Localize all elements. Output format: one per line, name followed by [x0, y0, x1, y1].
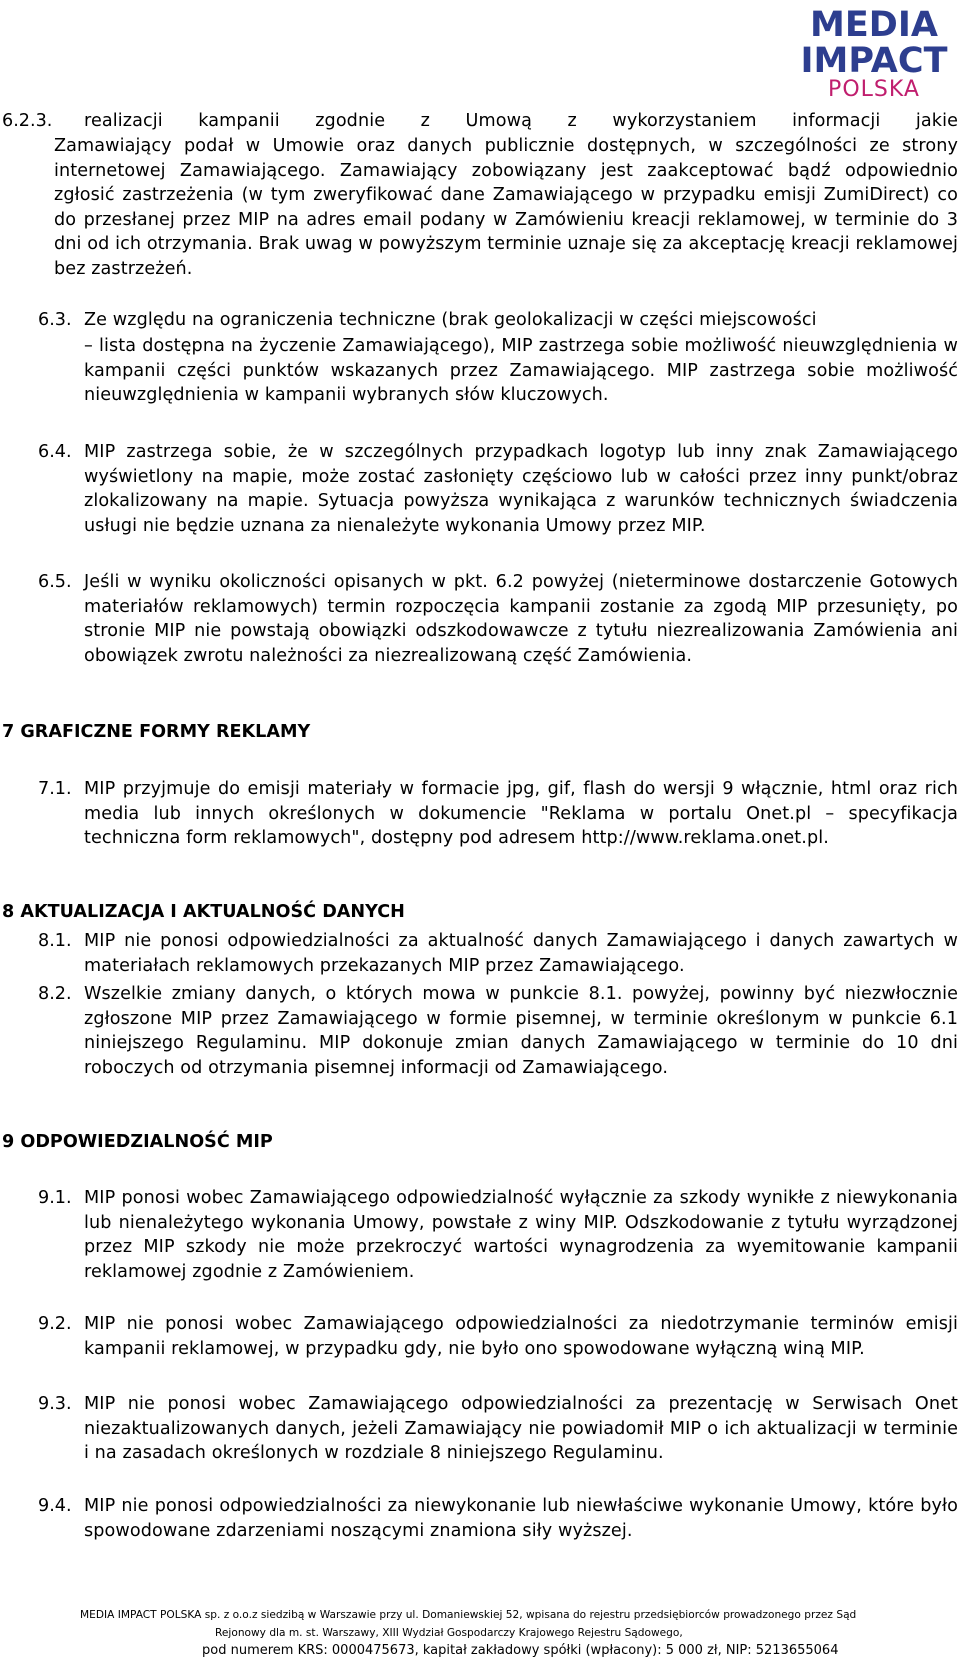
paragraph-6-3: – lista dostępna na życzenie Zamawiającego), MIP zastrzega sobie możliwość nieuwzględnienia w kampanii części punktów wskazanych przez Zamawiającego. MIP zastrzega sobie możliwość nieuwzględnienia w kampanii wybranych słów kluczowych. — [84, 336, 958, 406]
paragraph-8-1: MIP nie ponosi odpowiedzialności za aktualność danych Zamawiającego i danych zawartych w materiałach reklamowych przekazanych MIP przez Zamawiającego. — [84, 931, 958, 976]
heading-9: 9 ODPOWIEDZIALNOŚĆ MIP — [2, 1132, 273, 1152]
logo-line-media: MEDIA — [810, 5, 938, 45]
paragraph-9-1: MIP ponosi wobec Zamawiającego odpowiedzialność wyłącznie za szkody wynikłe z niewykonania lub nienależytego wykonania Umowy, powstałe z winy MIP. Odszkodowanie z tytułu wyrządzonej przez MIP szkody nie może przekroczyć wartości wynagrodzenia za wyemitowanie kampanii reklamowej zgodnie z Zamówieniem. — [84, 1188, 958, 1282]
section-number-6-5: 6.5. — [38, 572, 72, 592]
footer-line-1: MEDIA IMPACT POLSKA sp. z o.o.z siedzibą w Warszawie przy ul. Domaniewskiej 52, wpisana do rejestru przedsiębiorców prowadzonego przez Sąd — [80, 1609, 857, 1621]
footer-line-3: pod numerem KRS: 0000475673, kapitał zakładowy spółki (wpłacony): 5 000 zł, NIP: 5213655064 — [202, 1643, 839, 1658]
section-number-9-1: 9.1. — [38, 1188, 72, 1208]
paragraph-6-2-3-first-line: realizacji kampanii zgodnie z Umową z wykorzystaniem informacji jakie — [84, 111, 958, 131]
section-number-9-4: 9.4. — [38, 1496, 72, 1516]
section-number-6-4: 6.4. — [38, 442, 72, 462]
footer-line-2: Rejonowy dla m. st. Warszawy, XIII Wydział Gospodarczy Krajowego Rejestru Sądowego, — [215, 1627, 683, 1639]
logo-line-impact: IMPACT — [800, 41, 948, 81]
paragraph-9-2: MIP nie ponosi wobec Zamawiającego odpowiedzialności za niedotrzymanie terminów emisji kampanii reklamowej, w przypadku gdy, nie było ono spowodowane wyłączną winą MIP. — [84, 1314, 958, 1359]
section-number-8-2: 8.2. — [38, 984, 72, 1004]
section-number-7-1: 7.1. — [38, 779, 72, 799]
section-number-8-1: 8.1. — [38, 931, 72, 951]
paragraph-9-4: MIP nie ponosi odpowiedzialności za niewykonanie lub niewłaściwe wykonanie Umowy, które było spowodowane zdarzeniami noszącymi znamiona siły wyższej. — [84, 1496, 958, 1541]
section-number-6-3: 6.3. — [38, 310, 72, 330]
section-number-9-3: 9.3. — [38, 1394, 72, 1414]
paragraph-6-4: MIP zastrzega sobie, że w szczególnych przypadkach logotyp lub inny znak Zamawiającego wyświetlony na mapie, może zostać zasłonięty częściowo lub w całości przez inny punkt/obraz zlokalizowany na mapie. Sytuacja powyższa wynikająca z warunków technicznych świadczenia usługi nie będzie uznana za nienależyte wykonania Umowy przez MIP. — [84, 442, 958, 536]
paragraph-7-1: MIP przyjmuje do emisji materiały w formacie jpg, gif, flash do wersji 9 włącznie, html oraz rich media lub innych określonych w dokumencie "Reklama w portalu Onet.pl – specyfikacja techniczna form reklamowych", dostępny pod adresem http://www.reklama.onet.pl. — [84, 779, 958, 849]
section-number-9-2: 9.2. — [38, 1314, 72, 1334]
heading-8: 8 AKTUALIZACJA I AKTUALNOŚĆ DANYCH — [2, 902, 405, 922]
paragraph-6-5: Jeśli w wyniku okoliczności opisanych w pkt. 6.2 powyżej (nieterminowe dostarczenie Gotowych materiałów reklamowych) termin rozpoczęcia kampanii zostanie za zgodą MIP przesunięty, po stronie MIP nie powstają obowiązki odszkodowawcze z tytułu niezrealizowania Zamówienia ani obowiązek zwrotu należności za niezrealizowaną część Zamówienia. — [84, 572, 958, 666]
heading-7: 7 GRAFICZNE FORMY REKLAMY — [2, 722, 311, 742]
logo-line-polska: POLSKA — [828, 77, 920, 100]
paragraph-6-2-3: Zamawiający podał w Umowie oraz danych publicznie dostępnych, w szczególności ze strony internetowej Zamawiającego. Zamawiający zobowiązany jest zaakceptować bądź odpowiednio zgłosić zastrzeżenia (w tym zweryfikować dane Zamawiającego w przypadku emisji ZumiDirect) co do przesłanej przez MIP na adres email podany w Zamówieniu kreacji reklamowej, w terminie do 3 dni od ich otrzymania. Brak uwag w powyższym terminie uznaje się za akceptację kreacji reklamowej bez zastrzeżeń. — [54, 136, 958, 279]
paragraph-6-3-first-line: Ze względu na ograniczenia techniczne (brak geolokalizacji w części miejscowości — [84, 310, 817, 330]
section-number-6-2-3: 6.2.3. — [2, 111, 53, 131]
paragraph-9-3: MIP nie ponosi wobec Zamawiającego odpowiedzialności za prezentację w Serwisach Onet niezaktualizowanych danych, jeżeli Zamawiający nie powiadomił MIP o ich aktualizacji w terminie i na zasadach określonych w rozdziale 8 niniejszego Regulaminu. — [84, 1394, 958, 1464]
media-impact-polska-logo — [792, 4, 956, 100]
paragraph-8-2: Wszelkie zmiany danych, o których mowa w punkcie 8.1. powyżej, powinny być niezwłocznie zgłoszone MIP przez Zamawiającego w formie pisemnej, w terminie określonym w punkcie 6.1 niniejszego Regulaminu. MIP dokonuje zmian danych Zamawiającego w terminie do 10 dni roboczych od otrzymania pisemnej informacji od Zamawiającego. — [84, 984, 958, 1078]
